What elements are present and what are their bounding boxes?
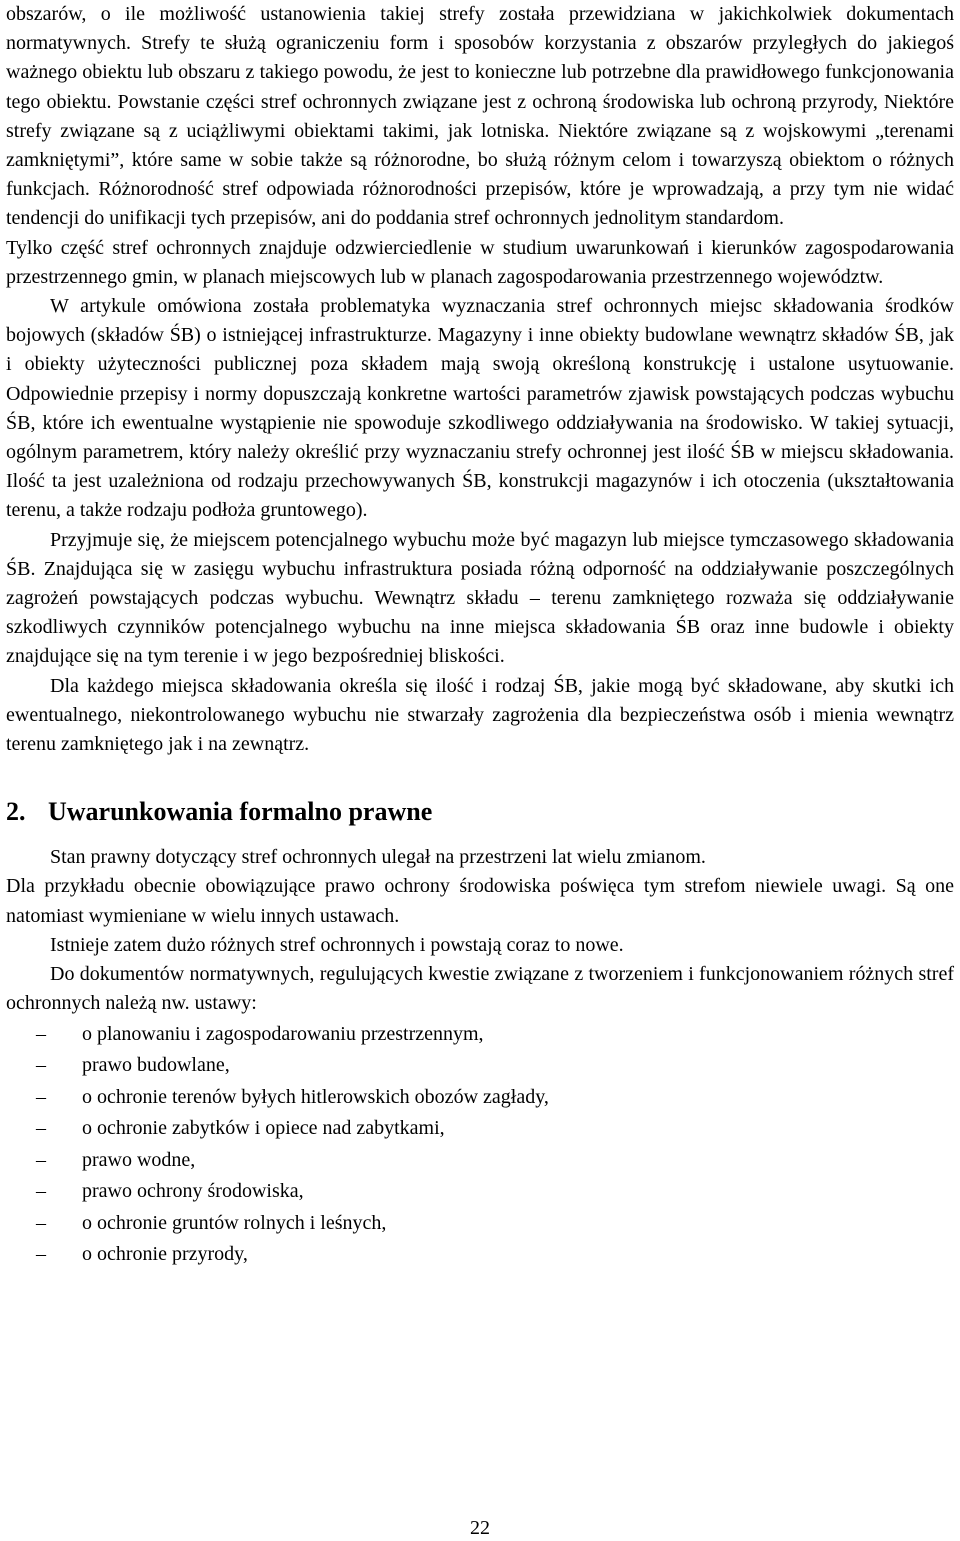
list-item-text: o ochronie przyrody, — [82, 1243, 248, 1265]
section-number: 2. — [6, 797, 26, 827]
list-dash: – — [36, 1180, 46, 1202]
paragraph-example: Dla przykładu obecnie obowiązujące prawo ochrony środowiska poświęca tym strefom niewiele uwagi. Są one natomiast wymieniane w wielu innych ustawach. — [6, 875, 954, 927]
list-item — [6, 1145, 954, 1177]
paragraph-zones-planning: Tylko część stref ochronnych znajduje odzwierciedlenie w studium uwarunkowań i kierunków zagospodarowania przestrzennego gmin, w planach miejscowych lub w planach zagospodarowania przestrzennego województw. — [6, 236, 954, 288]
statutes-list — [6, 1019, 954, 1271]
paragraph-many-zones: Istnieje zatem dużo różnych stref ochronnych i powstają coraz to nowe. — [50, 933, 624, 956]
list-dash: – — [36, 1117, 46, 1139]
list-dash: – — [36, 1022, 46, 1045]
list-item — [6, 1019, 954, 1051]
list-dash: – — [36, 1211, 46, 1234]
section-heading — [6, 795, 954, 829]
list-item-text: prawo wodne, — [82, 1148, 196, 1171]
list-item — [6, 1113, 954, 1145]
list-dash: – — [36, 1085, 46, 1108]
document-page — [6, 0, 954, 1271]
paragraph-explosion-site: Przyjmuje się, że miejscem potencjalnego wybuchu może być magazyn lub miejsce tymczasowego składowania ŚB. Znajdująca się w zasięgu wybuchu infrastruktura posiada różną odporność na oddziaływanie poszczególnych zagrożeń powstających podczas wybuchu. Wewnątrz składu – terenu zamkniętego rozważa się oddziaływanie szkodliwych czynników potencjalnego wybuchu na inne miejsca składowania ŚB oraz inne budowle i obiekty znajdujące się na tym terenie i w jego bezpośredniej bliskości. — [6, 528, 954, 668]
list-item — [6, 1239, 954, 1271]
section-title: Uwarunkowania formalno prawne — [48, 797, 433, 827]
list-item — [6, 1082, 954, 1114]
list-item-text: o ochronie gruntów rolnych i leśnych, — [82, 1211, 387, 1234]
list-item-text: prawo budowlane, — [82, 1054, 230, 1076]
list-item-text: prawo ochrony środowiska, — [82, 1180, 304, 1202]
list-item — [6, 1050, 954, 1082]
paragraph-storage-quantity: Dla każdego miejsca składowania określa się ilość i rodzaj ŚB, jakie mogą być składowane, aby skutki ich ewentualnego, niekontrolowanego wybuchu nie stwarzały zagrożenia dla bezpieczeństwa osób i mienia wewnątrz terenu zamkniętego jak i na zewnątrz. — [6, 674, 954, 756]
paragraph-article-scope: W artykule omówiona została problematyka wyznaczania stref ochronnych miejsc składowania środków bojowych (składów ŚB) o istniejącej infrastrukturze. Magazyny i inne obiekty budowlane wewnątrz składów ŚB, jak i obiekty użyteczności publicznej poza składem mają swoją określoną konstrukcję i ustalone usytuowanie. Odpowiednie przepisy i normy dopuszczają konkretne wartości parametrów zjawisk powstających podczas wybuchu ŚB, które ich ewentualne wystąpienie nie spowoduje szkodliwego oddziaływania na środowisko. W takiej sytuacji, ogólnym parametrem, który należy określić przy wyznaczaniu strefy ochronnej jest ilość ŚB w miejscu składowania. Ilość ta jest uzależniona od rodzaju przechowywanych ŚB, konstrukcji magazynów i ich otoczenia (ukształtowania terenu, a także rodzaju podłoża gruntowego). — [6, 295, 954, 522]
list-item-text: o ochronie zabytków i opiece nad zabytkami, — [82, 1117, 445, 1139]
list-item-text: o planowaniu i zagospodarowaniu przestrzennym, — [82, 1022, 484, 1045]
list-dash: – — [36, 1148, 46, 1171]
list-item — [6, 1208, 954, 1240]
paragraph-normative-documents: Do dokumentów normatywnych, regulujących kwestie związane z tworzeniem i funkcjonowaniem różnych stref ochronnych należą nw. ustawy: — [6, 963, 954, 1015]
page-number: 22 — [470, 1517, 490, 1539]
paragraph-zones-intro: obszarów, o ile możliwość ustanowienia takiej strefy została przewidziana w jakichkolwiek dokumentach normatywnych. Strefy te służą ograniczeniu form i sposobów korzystania z obszarów przyległych do jakiegoś ważnego obiektu lub obszaru z takiego powodu, że jest to konieczne lub potrzebne dla prawidłowego funkcjonowania tego obiektu. Powstanie części stref ochronnych związane jest z ochroną środowiska lub ochroną przyrody, Niektóre strefy związane są z uciążliwymi obiektami takimi, jak lotniska. Niektóre związane są z wojskowymi „terenami zamkniętymi”, które same w sobie także są różnorodne, bo służą różnym celom i towarzyszą obiektom o różnych funkcjach. Różnorodność stref odpowiada różnorodności przepisów, które je wprowadzają, a przy tym nie widać tendencji do unifikacji tych przepisów, ani do poddania stref ochronnych jednolitym standardom. — [6, 3, 954, 230]
list-item-text: o ochronie terenów byłych hitlerowskich obozów zagłady, — [82, 1085, 549, 1108]
list-dash: – — [36, 1054, 46, 1076]
list-dash: – — [36, 1243, 46, 1265]
paragraph-legal-status: Stan prawny dotyczący stref ochronnych ulegał na przestrzeni lat wielu zmianom. — [50, 846, 706, 869]
list-item — [6, 1176, 954, 1208]
